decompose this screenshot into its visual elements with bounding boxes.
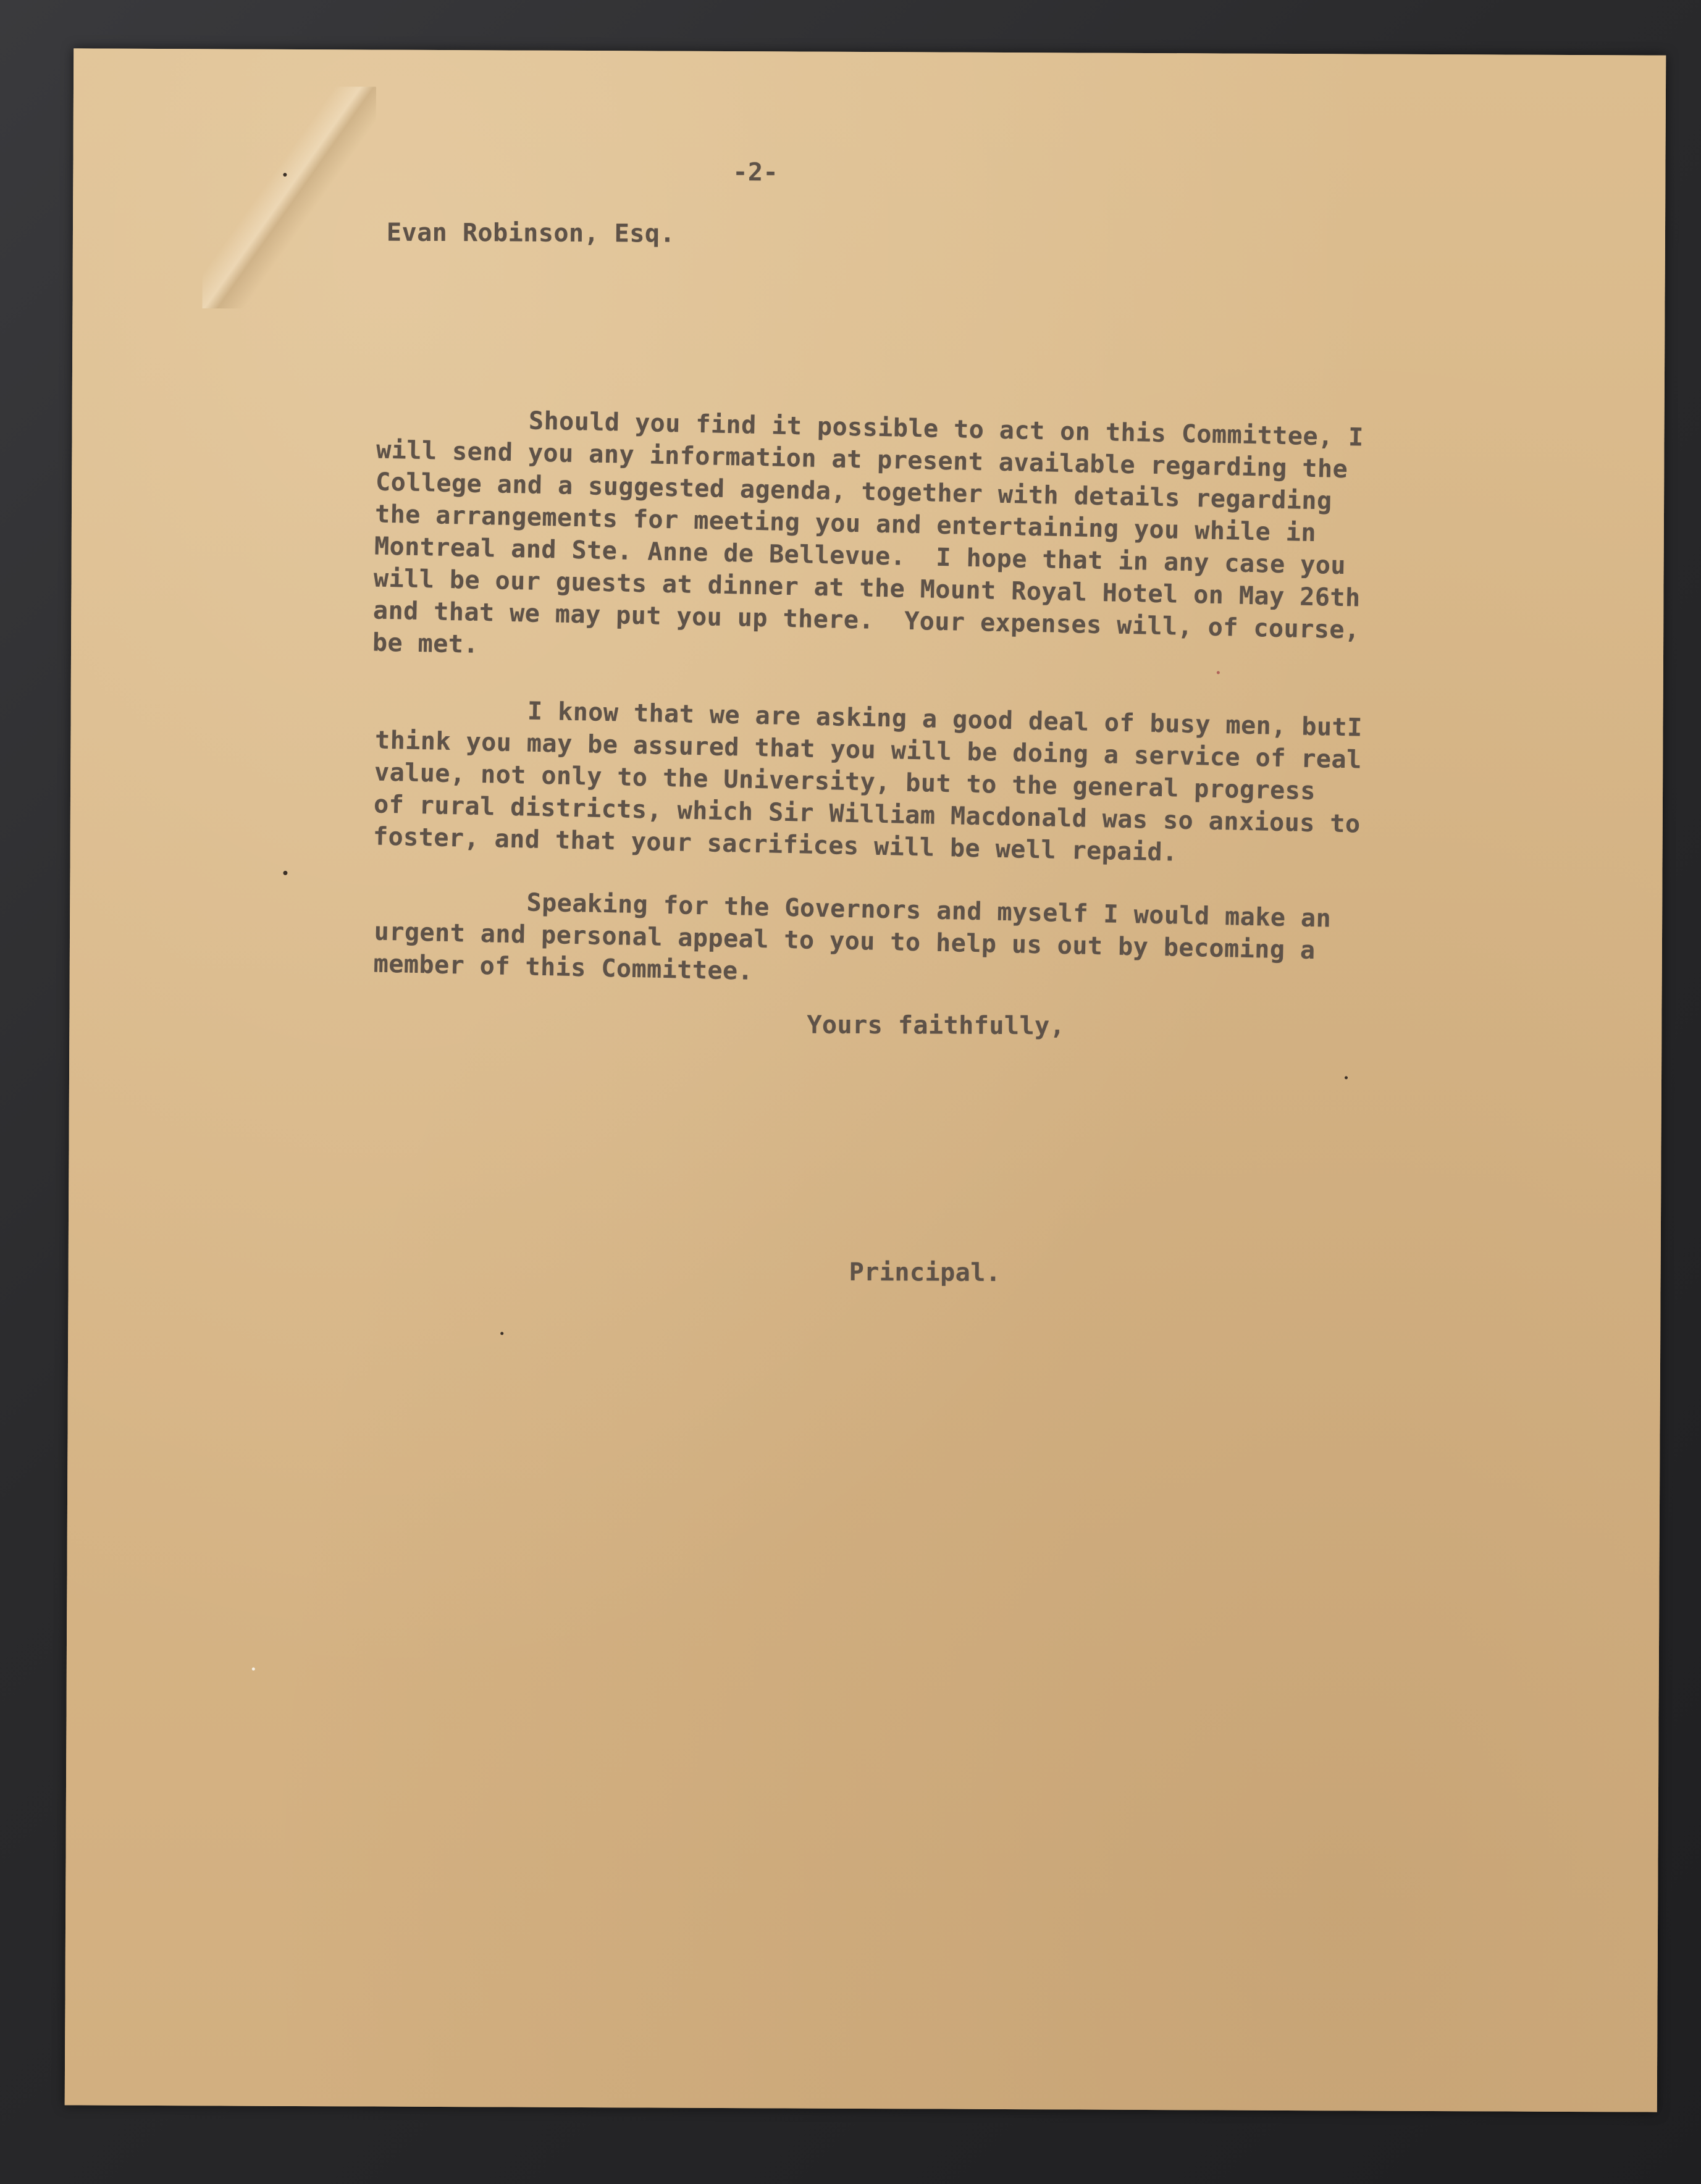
paper-speck	[1345, 1076, 1348, 1079]
body-paragraph: Speaking for the Governors and myself I would make an urgent and personal appeal to you to help us out by becoming a member of this Committee.	[373, 885, 1332, 986]
paper-speck	[283, 173, 287, 177]
paper-speck	[283, 871, 287, 875]
paper-speck	[500, 1332, 503, 1335]
complimentary-closing: Yours faithfully,	[807, 1010, 1065, 1041]
body-paragraph: Should you find it possible to act on this Committee, I will send you any information at present available regarding the College and a suggested agenda, together with details regarding the arrangements for meeting you and entertaining you while in Montreal and Ste. Anne de Bellevue. I hope that in any case you will be our guests at dinner at the Mount Royal Hotel on May 26th and that we may put you up there. Your expenses will, of course, be met.	[372, 403, 1364, 659]
letter-page	[65, 48, 1666, 2112]
body-paragraph: I know that we are asking a good deal of busy men, butI think you may be assured that you will be doing a service of real value, not only to the University, but to the general progress of rural districts, which Sir William Macdonald was so anxious to foster, and that your sacrifices will be well repaid.	[372, 694, 1363, 867]
page-number: -2-	[733, 158, 779, 187]
paper-speck	[252, 1668, 255, 1671]
signature-title: Principal.	[849, 1258, 1001, 1287]
paper-crease	[202, 86, 376, 309]
paper-speck	[1217, 671, 1220, 674]
recipient-line: Evan Robinson, Esq.	[386, 218, 676, 248]
